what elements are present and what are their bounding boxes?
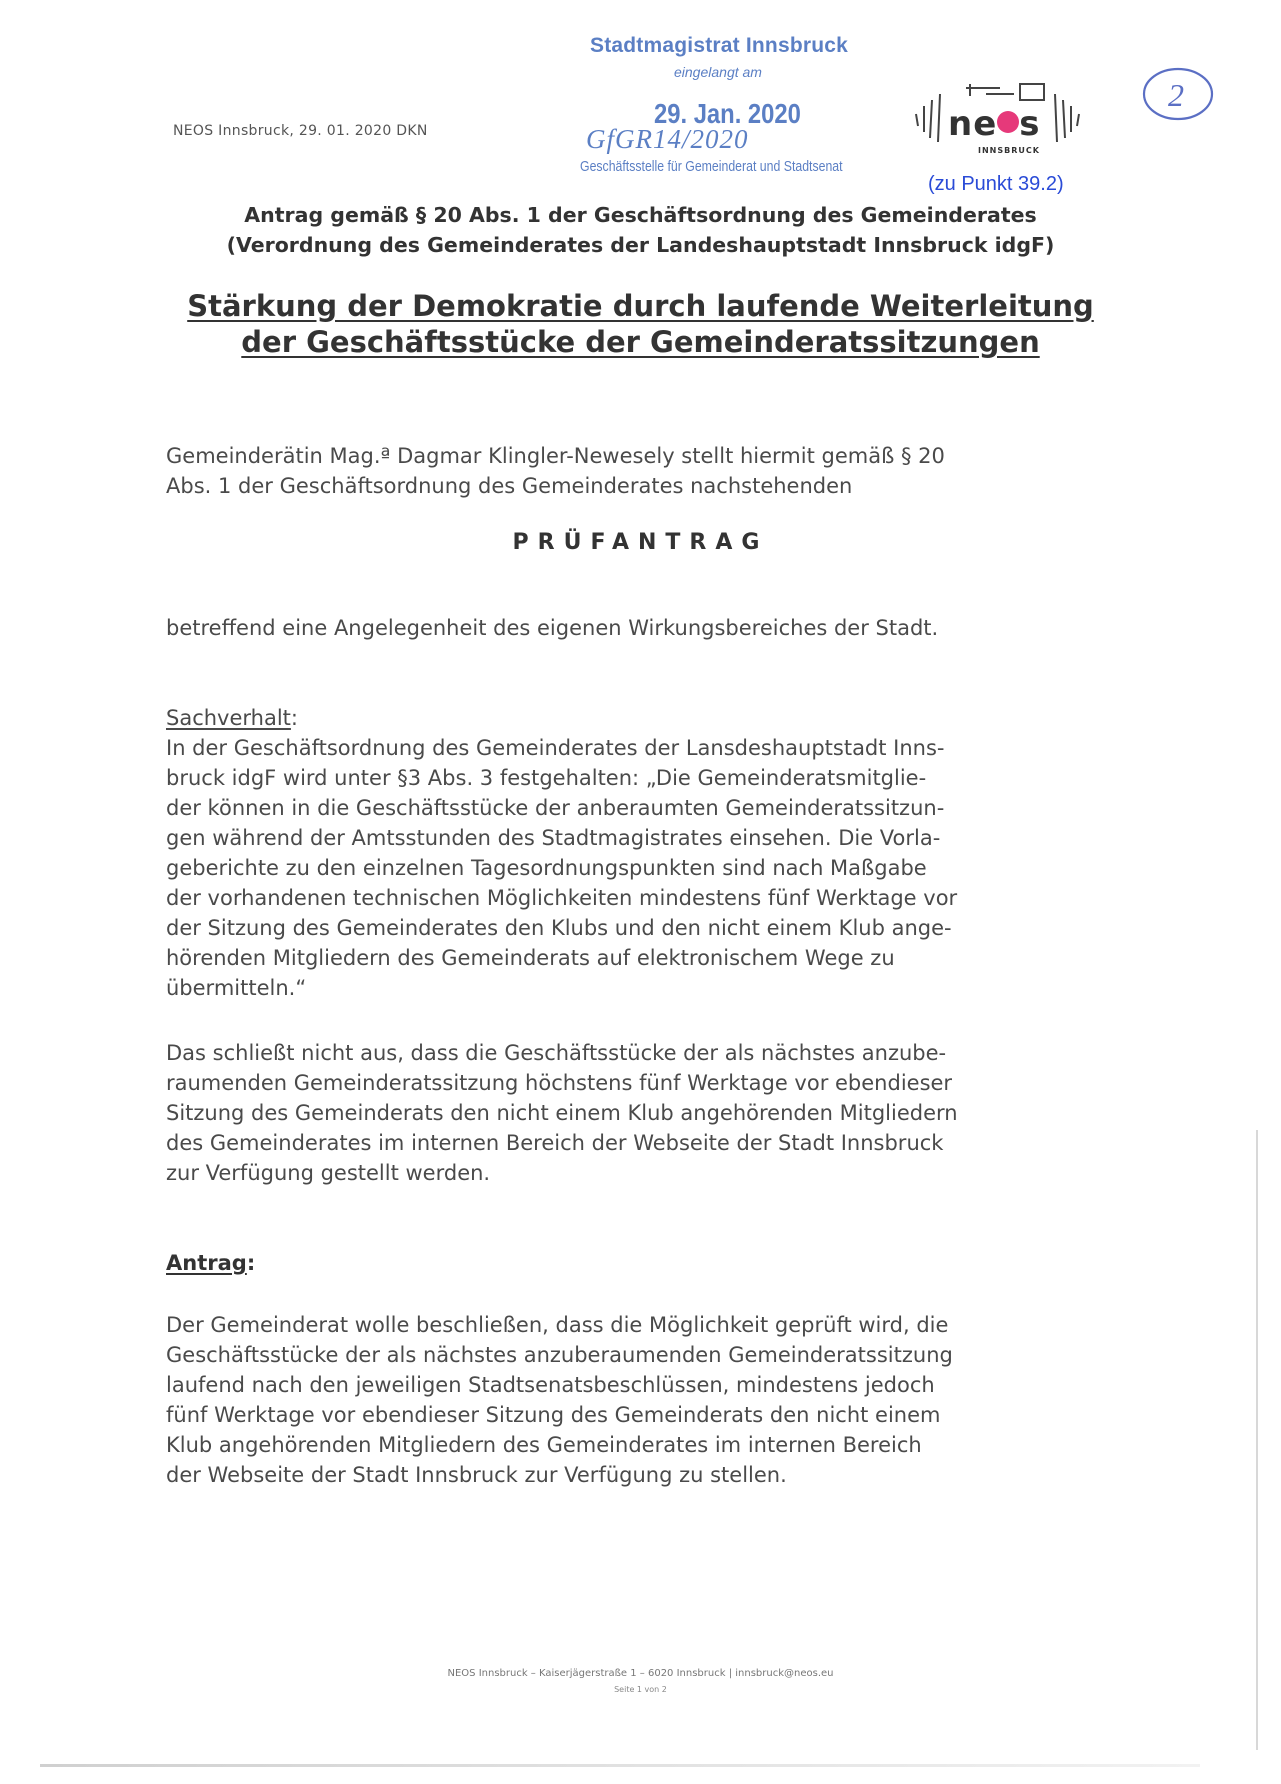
stamp-date: 29. Jan. 2020 [654, 98, 801, 129]
motion-line: der Webseite der Stadt Innsbruck zur Verfügung zu stellen. [166, 1463, 787, 1487]
stamp-received-label: eingelangt am [674, 64, 762, 80]
sender-line: NEOS Innsbruck, 29. 01. 2020 DKN [173, 123, 428, 139]
logo-subtitle: INNSBRUCK [978, 146, 1040, 155]
scan-bottom-shadow [40, 1764, 1200, 1767]
heading-line-2: (Verordnung des Gemeinderates der Landeshauptstadt Innsbruck idgF) [226, 233, 1055, 257]
logo-text-start: ne [948, 104, 998, 144]
facts-line: gen während der Amtsstunden des Stadtmagistrates einsehen. Die Vorla- [166, 826, 941, 850]
intro-line-2: Abs. 1 der Geschäftsordnung des Gemeinderates nachstehenden [166, 474, 853, 498]
title-line-1: Stärkung der Demokratie durch laufende Weiterleitung [187, 289, 1094, 323]
motion-line: Geschäftsstücke der als nächstes anzuberaumenden Gemeinderatssitzung [166, 1343, 953, 1367]
heading-line-1: Antrag gemäß § 20 Abs. 1 der Geschäftsordnung des Gemeinderates [244, 203, 1037, 227]
facts-line: der vorhandenen technischen Möglichkeiten mindestens fünf Werktage vor [166, 886, 958, 910]
motion-label: Antrag [166, 1251, 247, 1275]
stamp-department: Geschäftsstelle für Gemeinderat und Stadtsenat [580, 158, 843, 175]
logo-dot-icon [997, 111, 1019, 133]
facts-paragraph-1 [166, 733, 1126, 1003]
logo-wordmark [948, 104, 1041, 144]
facts-line: geberichte zu den einzelnen Tagesordnungspunkten sind nach Maßgabe [166, 856, 927, 880]
motion-line: Klub angehörenden Mitgliedern des Gemeinderates im internen Bereich [166, 1433, 922, 1457]
motion-line: Der Gemeinderat wolle beschließen, dass die Möglichkeit geprüft wird, die [166, 1313, 949, 1337]
stamp-reference: GfGR14/2020 [586, 124, 749, 154]
footer-address: NEOS Innsbruck – Kaiserjägerstraße 1 – 6020 Innsbruck | innsbruck@neos.eu [447, 1668, 834, 1679]
motion-type: PRÜFANTRAG [512, 530, 769, 555]
motion-line: laufend nach den jeweiligen Stadtsenatsbeschlüssen, mindestens jedoch [166, 1373, 935, 1397]
scan-edge-line [1256, 1130, 1258, 1750]
facts-label: Sachverhalt [166, 706, 291, 730]
facts-line: Sitzung des Gemeinderats den nicht einem Klub angehörenden Mitgliedern [166, 1101, 958, 1125]
facts-heading: Sachverhalt: [166, 706, 298, 730]
facts-line: übermitteln.“ [166, 976, 307, 1000]
page-marker-number: 2 [1168, 77, 1184, 113]
title-line-2: der Geschäftsstücke der Gemeinderatssitzungen [241, 325, 1040, 359]
handwritten-page-marker [1140, 64, 1220, 124]
facts-line: hörenden Mitgliedern des Gemeinderats auf elektronischem Wege zu [166, 946, 895, 970]
facts-line: raumenden Gemeinderatssitzung höchstens fünf Werktage vor ebendieser [166, 1071, 953, 1095]
stamp-title: Stadtmagistrat Innsbruck [590, 34, 849, 57]
footer-page-number: Seite 1 von 2 [614, 1685, 667, 1694]
logo-text-end: s [1019, 104, 1041, 144]
facts-line: bruck idgF wird unter §3 Abs. 3 festgehalten: „Die Gemeinderatsmitglie- [166, 766, 927, 790]
motion-heading: Antrag: [166, 1251, 256, 1275]
agenda-note: (zu Punkt 39.2) [928, 173, 1064, 195]
concerning-line: betreffend eine Angelegenheit des eigenen Wirkungsbereiches der Stadt. [166, 616, 939, 640]
facts-line: zur Verfügung gestellt werden. [166, 1161, 491, 1185]
facts-line: In der Geschäftsordnung des Gemeinderates der Lansdeshauptstadt Inns- [166, 736, 945, 760]
motion-line: fünf Werktage vor ebendieser Sitzung des Gemeinderats den nicht einem [166, 1403, 941, 1427]
facts-line: der Sitzung des Gemeinderates den Klubs und den nicht einem Klub ange- [166, 916, 952, 940]
motion-paragraph [166, 1310, 1126, 1490]
facts-paragraph-2 [166, 1038, 1126, 1188]
facts-line: der können in die Geschäftsstücke der anberaumten Gemeinderatssitzun- [166, 796, 945, 820]
intro-line-1: Gemeinderätin Mag.ª Dagmar Klingler-Newesely stellt hiermit gemäß § 20 [166, 444, 945, 468]
facts-line: des Gemeinderates im internen Bereich der Webseite der Stadt Innsbruck [166, 1131, 944, 1155]
facts-line: Das schließt nicht aus, dass die Geschäftsstücke der als nächstes anzube- [166, 1041, 947, 1065]
